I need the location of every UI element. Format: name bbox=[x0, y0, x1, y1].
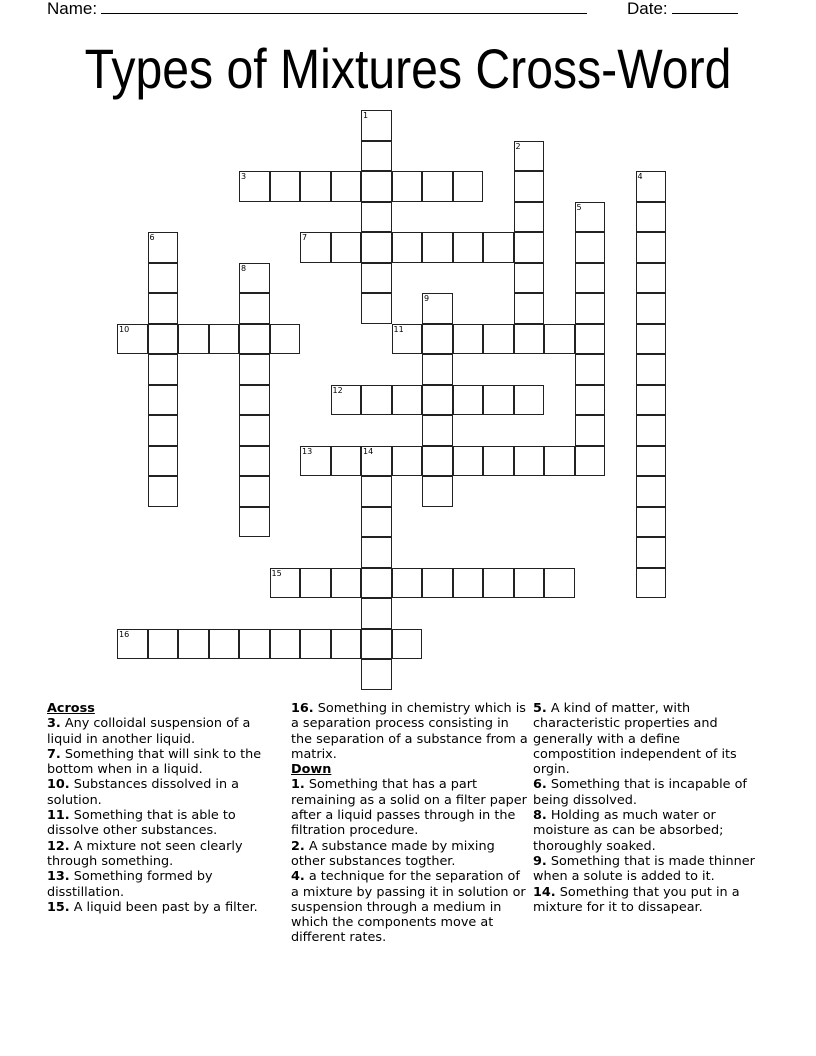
grid-cell[interactable] bbox=[361, 507, 392, 538]
clue-item bbox=[47, 808, 279, 839]
page-title bbox=[0, 36, 816, 101]
clue-item bbox=[533, 854, 763, 885]
grid-cell[interactable] bbox=[514, 568, 545, 599]
grid-cell[interactable] bbox=[239, 171, 270, 202]
clue-item-number: 8. bbox=[533, 808, 547, 824]
clue-item-number: 4. bbox=[291, 869, 305, 885]
grid-cell[interactable] bbox=[453, 171, 484, 202]
grid-cell[interactable] bbox=[239, 385, 270, 416]
grid-cell[interactable] bbox=[239, 629, 270, 660]
clue-number: 12 bbox=[332, 385, 343, 395]
clue-item-text: Something formed by disstillation. bbox=[47, 869, 213, 900]
clue-item-number: 10. bbox=[47, 777, 70, 793]
grid-cell[interactable] bbox=[270, 568, 301, 599]
clue-item-number: 5. bbox=[533, 701, 547, 716]
grid-cell[interactable] bbox=[636, 202, 667, 233]
name-field[interactable] bbox=[47, 0, 587, 19]
clue-item bbox=[291, 777, 529, 838]
grid-cell[interactable] bbox=[300, 446, 331, 477]
grid-cell[interactable] bbox=[514, 202, 545, 233]
clue-item-text: A liquid been past by a filter. bbox=[69, 899, 258, 915]
grid-cell[interactable] bbox=[575, 354, 606, 385]
clue-item-number: 1. bbox=[291, 777, 305, 793]
grid-cell[interactable] bbox=[148, 446, 179, 477]
date-label: Date: bbox=[627, 0, 668, 18]
grid-cell[interactable] bbox=[453, 568, 484, 599]
clue-item-text: Something that is able to dissolve other substances. bbox=[47, 808, 236, 839]
grid-cell[interactable] bbox=[453, 324, 484, 355]
grid-cell[interactable] bbox=[239, 415, 270, 446]
grid-cell[interactable] bbox=[331, 385, 362, 416]
clue-item-number: 7. bbox=[47, 746, 61, 762]
name-label: Name: bbox=[47, 0, 98, 18]
clue-item-number: 9. bbox=[533, 853, 547, 869]
grid-cell[interactable] bbox=[483, 324, 514, 355]
clue-item-text: A mixture not seen clearly through something. bbox=[47, 838, 243, 869]
grid-cell[interactable] bbox=[636, 263, 667, 294]
clue-item bbox=[47, 747, 279, 778]
grid-cell[interactable] bbox=[575, 202, 606, 233]
grid-cell[interactable] bbox=[239, 446, 270, 477]
grid-cell[interactable] bbox=[300, 568, 331, 599]
grid-cell[interactable] bbox=[422, 293, 453, 324]
grid-cell[interactable] bbox=[239, 293, 270, 324]
clue-number: 11 bbox=[393, 324, 404, 334]
clue-number: 15 bbox=[271, 568, 282, 578]
clue-item bbox=[291, 701, 529, 762]
clue-item bbox=[533, 808, 763, 854]
clue-item-number: 6. bbox=[533, 777, 547, 793]
grid-cell[interactable] bbox=[361, 171, 392, 202]
grid-cell[interactable] bbox=[361, 568, 392, 599]
grid-cell[interactable] bbox=[361, 263, 392, 294]
clue-item-text: Something that is incapable of being dissolved. bbox=[533, 777, 747, 808]
clue-item bbox=[47, 777, 279, 808]
across-heading: Across bbox=[47, 701, 95, 716]
clue-item-text: Any colloidal suspension of a liquid in another liquid. bbox=[47, 716, 251, 747]
grid-cell[interactable] bbox=[361, 293, 392, 324]
grid-cell[interactable] bbox=[636, 293, 667, 324]
grid-cell[interactable] bbox=[544, 446, 575, 477]
grid-cell[interactable] bbox=[575, 232, 606, 263]
grid-cell[interactable] bbox=[636, 568, 667, 599]
grid-cell[interactable] bbox=[361, 141, 392, 172]
grid-cell[interactable] bbox=[514, 263, 545, 294]
grid-cell[interactable] bbox=[361, 598, 392, 629]
grid-cell[interactable] bbox=[361, 232, 392, 263]
grid-cell[interactable] bbox=[636, 385, 667, 416]
grid-cell[interactable] bbox=[361, 476, 392, 507]
grid-cell[interactable] bbox=[239, 507, 270, 538]
grid-cell[interactable] bbox=[392, 385, 423, 416]
clue-item-text: Something that has a part remaining as a solid on a filter paper after a liquid passes through in the filtration procedure. bbox=[291, 777, 527, 839]
grid-cell[interactable] bbox=[239, 354, 270, 385]
grid-cell[interactable] bbox=[270, 171, 301, 202]
grid-cell[interactable] bbox=[300, 171, 331, 202]
date-line[interactable] bbox=[672, 0, 738, 14]
grid-cell[interactable] bbox=[483, 568, 514, 599]
clue-item-text: Something that will sink to the bottom when in a liquid. bbox=[47, 746, 262, 778]
clue-item bbox=[291, 869, 529, 945]
clue-item-number: 14. bbox=[533, 884, 556, 900]
grid-cell[interactable] bbox=[392, 171, 423, 202]
page-title-text: Types of Mixtures Cross-Word bbox=[84, 37, 732, 100]
grid-cell[interactable] bbox=[514, 141, 545, 172]
clue-item bbox=[533, 885, 763, 916]
clues-column-1 bbox=[47, 701, 279, 915]
grid-cell[interactable] bbox=[636, 415, 667, 446]
grid-cell[interactable] bbox=[544, 324, 575, 355]
grid-cell[interactable] bbox=[239, 263, 270, 294]
grid-cell[interactable] bbox=[575, 293, 606, 324]
grid-cell[interactable] bbox=[148, 293, 179, 324]
grid-cell[interactable] bbox=[453, 446, 484, 477]
name-line[interactable] bbox=[101, 0, 587, 14]
grid-cell[interactable] bbox=[361, 446, 392, 477]
grid-cell[interactable] bbox=[178, 629, 209, 660]
grid-cell[interactable] bbox=[544, 568, 575, 599]
clue-item-text: A substance made by mixing other substances togther. bbox=[291, 838, 495, 869]
clue-item-number: 3. bbox=[47, 716, 61, 732]
grid-cell[interactable] bbox=[270, 324, 301, 355]
clue-item bbox=[47, 900, 279, 915]
grid-cell[interactable] bbox=[514, 324, 545, 355]
grid-cell[interactable] bbox=[331, 232, 362, 263]
grid-cell[interactable] bbox=[361, 110, 392, 141]
grid-cell[interactable] bbox=[575, 415, 606, 446]
grid-cell[interactable] bbox=[148, 263, 179, 294]
grid-cell[interactable] bbox=[300, 629, 331, 660]
grid-cell[interactable] bbox=[453, 232, 484, 263]
clue-item bbox=[533, 701, 763, 777]
clue-number: 16 bbox=[119, 629, 130, 639]
clue-item bbox=[47, 839, 279, 870]
grid-cell[interactable] bbox=[483, 385, 514, 416]
grid-cell[interactable] bbox=[514, 385, 545, 416]
clue-item-text: Substances dissolved in a solution. bbox=[47, 777, 239, 808]
clue-item-text: Something that you put in a mixture for it to dissapear. bbox=[533, 884, 740, 915]
grid-cell[interactable] bbox=[361, 537, 392, 568]
grid-cell[interactable] bbox=[239, 324, 270, 355]
grid-cell[interactable] bbox=[636, 476, 667, 507]
grid-cell[interactable] bbox=[239, 476, 270, 507]
grid-cell[interactable] bbox=[178, 324, 209, 355]
grid-cell[interactable] bbox=[148, 629, 179, 660]
clue-item-number: 2. bbox=[291, 838, 305, 854]
clue-item bbox=[291, 839, 529, 870]
grid-cell[interactable] bbox=[148, 415, 179, 446]
clue-item bbox=[47, 716, 279, 747]
grid-cell[interactable] bbox=[209, 629, 240, 660]
clue-number: 5 bbox=[576, 202, 582, 212]
grid-cell[interactable] bbox=[270, 629, 301, 660]
grid-cell[interactable] bbox=[636, 354, 667, 385]
clue-number: 7 bbox=[302, 233, 308, 242]
clue-number: 9 bbox=[424, 294, 430, 303]
grid-cell[interactable] bbox=[636, 446, 667, 477]
grid-cell[interactable] bbox=[361, 202, 392, 233]
grid-cell[interactable] bbox=[483, 446, 514, 477]
grid-cell[interactable] bbox=[514, 171, 545, 202]
grid-cell[interactable] bbox=[148, 232, 179, 263]
clue-number: 10 bbox=[119, 324, 130, 334]
grid-cell[interactable] bbox=[636, 232, 667, 263]
grid-cell[interactable] bbox=[514, 446, 545, 477]
clue-item-number: 16. bbox=[291, 701, 314, 716]
clue-item bbox=[47, 869, 279, 900]
grid-cell[interactable] bbox=[392, 446, 423, 477]
date-field[interactable] bbox=[627, 0, 738, 19]
grid-cell[interactable] bbox=[331, 629, 362, 660]
clue-item-number: 11. bbox=[47, 808, 70, 824]
clue-number: 2 bbox=[515, 141, 521, 151]
grid-cell[interactable] bbox=[575, 263, 606, 294]
clue-item bbox=[533, 777, 763, 808]
grid-cell[interactable] bbox=[422, 354, 453, 385]
grid-cell[interactable] bbox=[422, 476, 453, 507]
clue-item-text: Something that is made thinner when a solute is added to it. bbox=[533, 853, 755, 885]
grid-cell[interactable] bbox=[117, 324, 148, 355]
clue-item-text: a technique for the separation of a mixture by passing it in solution or suspension through a medium in which the components move at different rates. bbox=[291, 869, 526, 946]
grid-cell[interactable] bbox=[422, 324, 453, 355]
clue-item-text: A kind of matter, with characteristic properties and generally with a define compostition independent of its orgin. bbox=[533, 701, 737, 778]
grid-cell[interactable] bbox=[636, 171, 667, 202]
grid-cell[interactable] bbox=[148, 476, 179, 507]
clue-item-text: Something in chemistry which is a separation process consisting in the separation of a substance from a matrix. bbox=[291, 701, 528, 762]
grid-cell[interactable] bbox=[575, 385, 606, 416]
clues-column-2 bbox=[291, 701, 529, 946]
grid-cell[interactable] bbox=[422, 385, 453, 416]
clue-number: 6 bbox=[149, 233, 155, 242]
clue-number: 4 bbox=[637, 172, 643, 181]
clue-number: 1 bbox=[363, 111, 369, 120]
grid-cell[interactable] bbox=[514, 232, 545, 263]
grid-cell[interactable] bbox=[636, 507, 667, 538]
clue-item-text: Holding as much water or moisture as can be absorbed; thoroughly soaked. bbox=[533, 808, 724, 854]
grid-cell[interactable] bbox=[148, 385, 179, 416]
grid-cell[interactable] bbox=[392, 568, 423, 599]
grid-cell[interactable] bbox=[392, 324, 423, 355]
grid-cell[interactable] bbox=[331, 446, 362, 477]
grid-cell[interactable] bbox=[575, 324, 606, 355]
grid-cell[interactable] bbox=[361, 385, 392, 416]
grid-cell[interactable] bbox=[422, 568, 453, 599]
grid-cell[interactable] bbox=[422, 232, 453, 263]
grid-cell[interactable] bbox=[117, 629, 148, 660]
grid-cell[interactable] bbox=[361, 659, 392, 690]
grid-cell[interactable] bbox=[422, 446, 453, 477]
clue-item-number: 12. bbox=[47, 838, 70, 854]
clue-number: 13 bbox=[302, 446, 313, 456]
clue-item-number: 13. bbox=[47, 869, 70, 885]
down-heading: Down bbox=[291, 762, 332, 778]
grid-cell[interactable] bbox=[331, 568, 362, 599]
grid-cell[interactable] bbox=[331, 171, 362, 202]
grid-cell[interactable] bbox=[422, 171, 453, 202]
clues-column-3 bbox=[533, 701, 763, 915]
clue-number: 8 bbox=[241, 263, 247, 273]
grid-cell[interactable] bbox=[209, 324, 240, 355]
grid-cell[interactable] bbox=[636, 537, 667, 568]
grid-cell[interactable] bbox=[300, 232, 331, 263]
clue-number: 3 bbox=[241, 172, 247, 181]
grid-cell[interactable] bbox=[453, 385, 484, 416]
grid-cell[interactable] bbox=[636, 324, 667, 355]
clue-number: 14 bbox=[363, 446, 374, 456]
grid-cell[interactable] bbox=[392, 232, 423, 263]
grid-cell[interactable] bbox=[514, 293, 545, 324]
clue-item-number: 15. bbox=[47, 899, 70, 915]
grid-cell[interactable] bbox=[483, 232, 514, 263]
grid-cell[interactable] bbox=[392, 629, 423, 660]
grid-cell[interactable] bbox=[148, 324, 179, 355]
grid-cell[interactable] bbox=[361, 629, 392, 660]
grid-cell[interactable] bbox=[575, 446, 606, 477]
grid-cell[interactable] bbox=[148, 354, 179, 385]
grid-cell[interactable] bbox=[422, 415, 453, 446]
